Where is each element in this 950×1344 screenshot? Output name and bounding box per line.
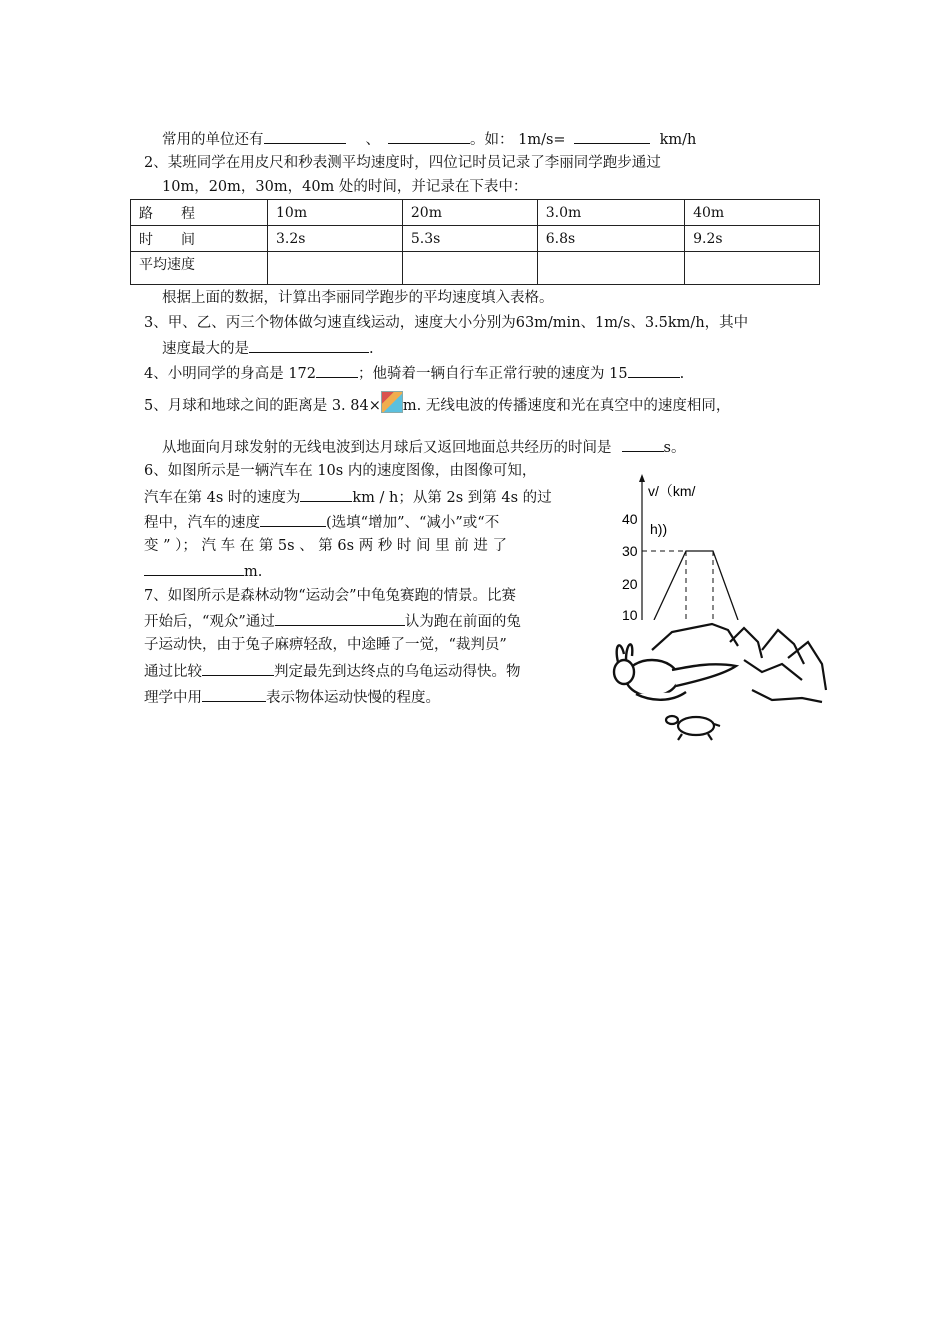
- velocity-curve: [654, 551, 738, 620]
- blank-q6-speed: [300, 486, 352, 502]
- question-7-line-3: 子运动快，由于兔子麻痹轻敌，中途睡了一觉，“裁判员”: [144, 637, 507, 653]
- text-q7e2: 表示物体运动快慢的程度。: [266, 690, 440, 706]
- blank-q7-judge: [202, 660, 274, 676]
- blank-q6-distance: [144, 560, 244, 576]
- blank-q7-observers: [275, 610, 405, 626]
- table-cell: 9.2s: [685, 226, 820, 252]
- text-q6b1: 汽车在第 4s 时的速度为: [144, 490, 301, 506]
- question-7-line-2: [144, 610, 521, 632]
- question-3-line-1: 3、甲、乙、丙三个物体做匀速直线运动，速度大小分别为63m/min、1m/s、3.5km/h，其中: [144, 315, 749, 331]
- tick-label-30: 30: [622, 543, 638, 559]
- line-units: [162, 128, 696, 150]
- answer-cell[interactable]: [685, 252, 820, 285]
- blank-unit-1: [264, 128, 346, 144]
- question-6-line-2: [144, 486, 552, 508]
- text-l1b: 、: [365, 132, 380, 148]
- question-4: [144, 362, 684, 384]
- blank-q4-height: [316, 362, 358, 378]
- text-q3b-end: .: [369, 341, 374, 357]
- question-6-line-5: [144, 560, 262, 582]
- text-q4b: ；他骑着一辆自行车正常行驶的速度为 15: [358, 366, 628, 382]
- text-q6b2: km / h；从第 2s 到第 4s 的过: [352, 490, 552, 506]
- table-cell: 时 间: [131, 226, 268, 252]
- table-cell: 5.3s: [402, 226, 537, 252]
- text-q4a: 4、小明同学的身高是 172: [144, 366, 317, 382]
- trees-sketch: [652, 624, 826, 702]
- answer-cell[interactable]: [402, 252, 537, 285]
- text-q3b: 速度最大的是: [162, 341, 249, 357]
- question-6-line-4: 变 ” ）； 汽 车 在 第 5s 、 第 6s 两 秒 时 间 里 前 进 了: [144, 538, 507, 554]
- tortoise-hare-picture: [612, 620, 832, 745]
- text-q7e1: 理学中用: [144, 690, 202, 706]
- question-7-line-1: 7、如图所示是森林动物“运动会”中龟兔赛跑的情景。比赛: [144, 588, 517, 604]
- question-6-line-1: 6、如图所示是一辆汽车在 10s 内的速度图像，由图像可知，: [144, 463, 537, 479]
- blank-q3: [249, 337, 369, 353]
- answer-cell[interactable]: [268, 252, 403, 285]
- broken-image-icon: [381, 391, 403, 413]
- table-cell: 路 程: [131, 200, 268, 226]
- table-cell: 3.2s: [268, 226, 403, 252]
- question-7-line-5: [144, 686, 440, 708]
- question-5-line-2: [162, 436, 685, 458]
- text-q6c2: (选填“增加”、“减小”或“不: [326, 515, 500, 531]
- text-q7d1: 通过比较: [144, 664, 202, 680]
- blank-q5: [622, 436, 664, 452]
- table-cell: 20m: [402, 200, 537, 226]
- text-q5d: s。: [663, 440, 686, 456]
- table-cell: 10m: [268, 200, 403, 226]
- speed-time-graph: [612, 470, 752, 620]
- rabbit-sketch: [614, 644, 736, 699]
- tick-label-20: 20: [622, 576, 638, 592]
- question-7-line-4: [144, 660, 521, 682]
- text-l1c: 。如： 1m/s=: [470, 132, 566, 148]
- table-row: [131, 226, 820, 252]
- text-q5c: 从地面向月球发射的无线电波到达月球后又返回地面总共经历的时间是: [162, 440, 612, 456]
- timing-table: [130, 199, 820, 285]
- tick-label-40: 40: [622, 511, 638, 527]
- after-table-text: 根据上面的数据，计算出李丽同学跑步的平均速度填入表格。: [162, 290, 554, 306]
- blank-unit-2: [388, 128, 470, 144]
- question-3-line-2: [162, 337, 374, 359]
- tick-label-10: 10: [622, 607, 638, 620]
- text-q6e: m.: [244, 564, 263, 580]
- question-5-line-1: [144, 391, 730, 416]
- text-q7b2: 认为跑在前面的兔: [404, 614, 521, 630]
- blank-conversion: [574, 128, 650, 144]
- blank-q4-speed: [628, 362, 680, 378]
- table-cell: 平均速度: [131, 252, 268, 285]
- text-q4c: .: [679, 366, 685, 382]
- text-q6c1: 程中，汽车的速度: [144, 515, 260, 531]
- table-row: [131, 200, 820, 226]
- text-q7d2: 判定最先到达终点的乌龟运动得快。物: [274, 664, 521, 680]
- table-cell: 3.0m: [537, 200, 684, 226]
- text-q5b: m. 无线电波的传播速度和光在真空中的速度相同，: [402, 398, 731, 414]
- y-axis-label: v/（km/: [648, 483, 696, 499]
- text-q5a: 5、月球和地球之间的距离是 3. 84×: [144, 398, 381, 414]
- question-6-line-3: [144, 511, 499, 533]
- question-2-line-1: 2、某班同学在用皮尺和秒表测平均速度时，四位记时员记录了李丽同学跑步通过: [144, 155, 661, 171]
- text-q7b1: 开始后，“观众”通过: [144, 614, 275, 630]
- table-cell: 40m: [685, 200, 820, 226]
- y-axis-label-unit: h)): [650, 521, 668, 537]
- tortoise-sketch: [666, 716, 720, 740]
- blank-q6-change: [260, 511, 326, 527]
- text-l1a: 常用的单位还有: [162, 132, 264, 148]
- answer-cell[interactable]: [537, 252, 684, 285]
- text-l1d: km/h: [659, 132, 697, 148]
- table-cell: 6.8s: [537, 226, 684, 252]
- y-axis-arrow-icon: [639, 474, 645, 482]
- blank-q7-quantity: [202, 686, 266, 702]
- table-row: [131, 252, 820, 285]
- question-2-line-2: 10m，20m，30m，40m 处的时间，并记录在下表中：: [162, 179, 528, 195]
